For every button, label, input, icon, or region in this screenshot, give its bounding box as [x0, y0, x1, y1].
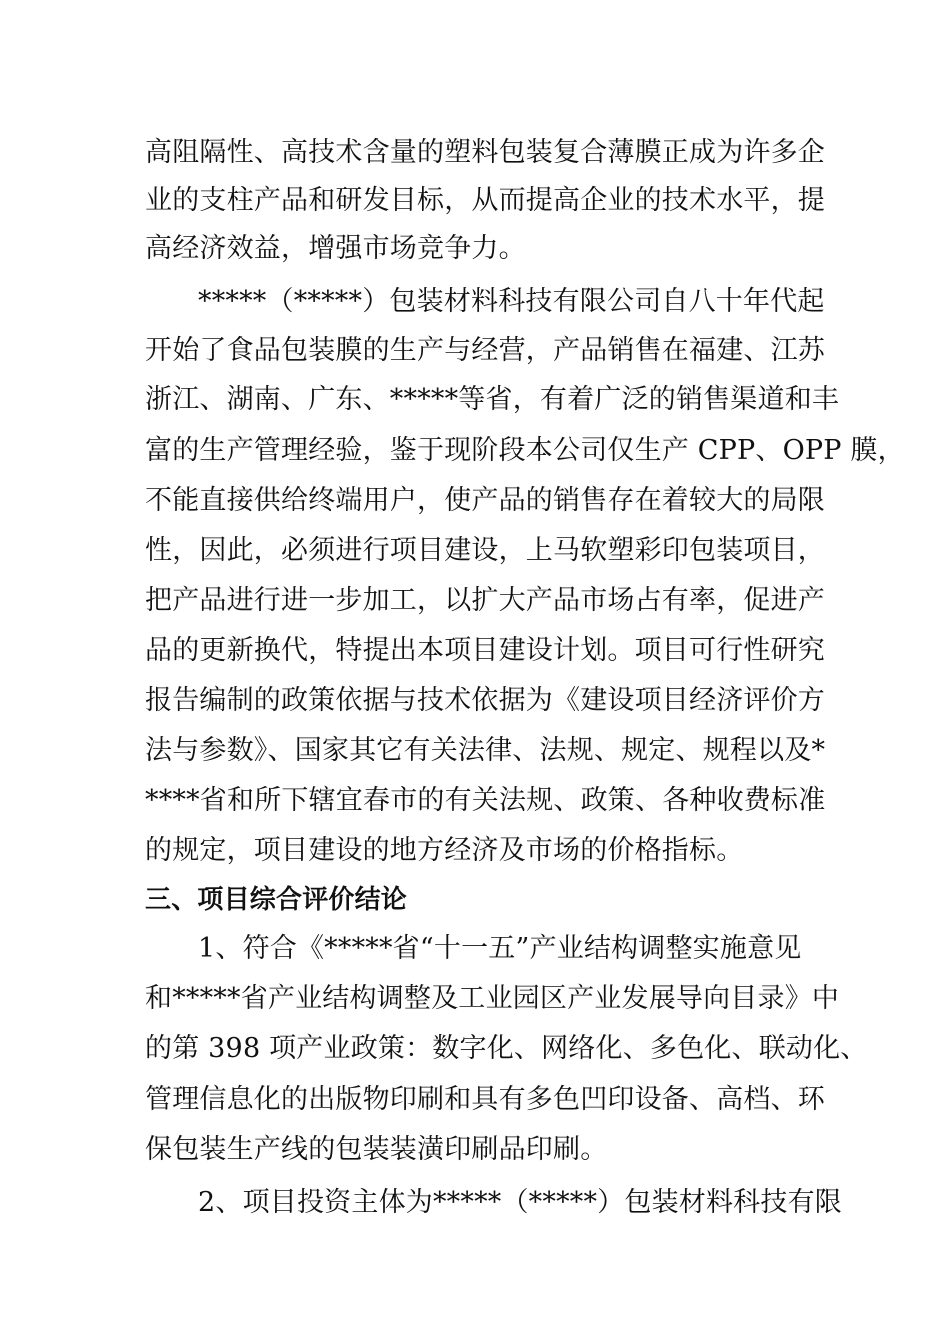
paragraph-line: 高阻隔性、高技术含量的塑料包装复合薄膜正成为许多企	[145, 137, 825, 168]
paragraph-line: 高经济效益，增强市场竞争力。	[145, 233, 526, 264]
paragraph-line: 报告编制的政策依据与技术依据为《建设项目经济评价方	[145, 685, 825, 716]
section-heading: 三、项目综合评价结论	[145, 885, 408, 915]
paragraph-line: 管理信息化的出版物印刷和具有多色凹印设备、高档、环	[145, 1084, 825, 1115]
paragraph-first-line: *****（*****）包装材料科技有限公司自八十年代起	[198, 286, 825, 317]
paragraph-line: 和*****省产业结构调整及工业园区产业发展导向目录》中	[145, 983, 840, 1014]
paragraph-line: 的规定，项目建设的地方经济及市场的价格指标。	[145, 835, 744, 866]
paragraph-line: 开始了食品包装膜的生产与经营，产品销售在福建、江苏	[145, 335, 825, 366]
paragraph-line: 不能直接供给终端用户，使产品的销售存在着较大的局限	[145, 485, 825, 516]
paragraph-line: ****省和所下辖宜春市的有关法规、政策、各种收费标准	[145, 785, 826, 816]
paragraph-line: 保包装生产线的包装装潢印刷品印刷。	[145, 1134, 608, 1165]
paragraph-line: 业的支柱产品和研发目标，从而提高企业的技术水平，提	[145, 185, 825, 216]
paragraph-line: 浙江、湖南、广东、*****等省，有着广泛的销售渠道和丰	[145, 384, 840, 415]
paragraph-first-line: 2、项目投资主体为*****（*****）包装材料科技有限	[198, 1187, 842, 1218]
paragraph-line: 法与参数》、国家其它有关法律、法规、规定、规程以及*	[145, 735, 826, 766]
paragraph-line: 把产品进行进一步加工，以扩大产品市场占有率，促进产	[145, 585, 825, 616]
paragraph-line: 品的更新换代，特提出本项目建设计划。项目可行性研究	[145, 635, 825, 666]
paragraph-line: 的第 398 项产业政策：数字化、网络化、多色化、联动化、	[145, 1033, 868, 1064]
paragraph-line: 富的生产管理经验，鉴于现阶段本公司仅生产 CPP、OPP 膜，	[145, 435, 905, 466]
paragraph-first-line: 1、符合《*****省“十一五”产业结构调整实施意见	[198, 933, 802, 964]
paragraph-line: 性，因此，必须进行项目建设，上马软塑彩印包装项目，	[145, 535, 825, 566]
